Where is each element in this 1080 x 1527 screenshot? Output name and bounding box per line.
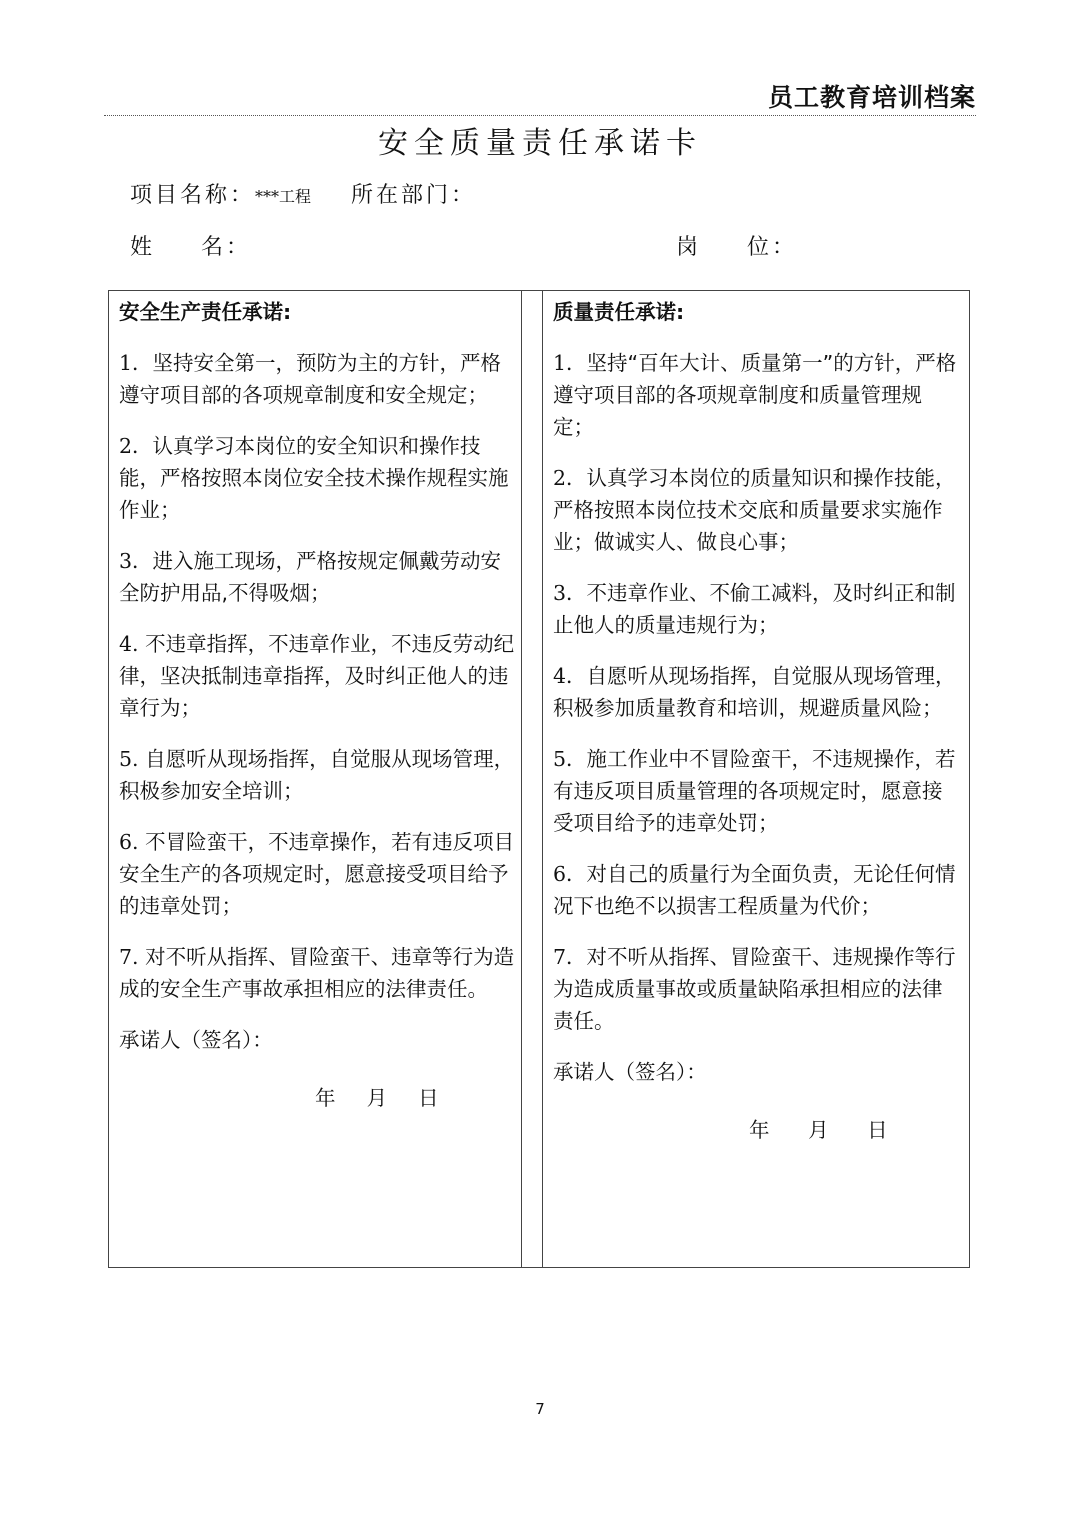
quality-item-5: 5．施工作业中不冒险蛮干，不违规操作，若有违反项目质量管理的各项规定时，愿意接受项目给予的违章处罚； xyxy=(553,747,956,835)
quality-signer-label: 承诺人（签名）： xyxy=(553,1060,707,1084)
quality-commitment-column xyxy=(553,296,961,1146)
table-divider-right xyxy=(542,290,543,1268)
position-field-label xyxy=(676,230,797,261)
project-value: ***工程 xyxy=(255,187,312,206)
safety-item-5: 5. 自愿听从现场指挥，自觉服从现场管理，积极参加安全培训； xyxy=(119,747,515,803)
quality-date-line: 年 月 日 xyxy=(749,1118,889,1142)
name-label-char-1: 姓 xyxy=(130,235,156,260)
document-title: 安全质量责任承诺卡 xyxy=(378,126,702,161)
position-label-char-2: 位： xyxy=(747,235,798,260)
quality-item-1: 1．坚持“百年大计、质量第一”的方针，严格遵守项目部的各项规章制度和质量管理规定； xyxy=(553,351,957,439)
name-field-label xyxy=(130,230,251,261)
safety-item-1: 1．坚持安全第一，预防为主的方针，严格遵守项目部的各项规章制度和安全规定； xyxy=(119,351,502,407)
project-info-line xyxy=(130,178,476,209)
department-label: 所在部门： xyxy=(351,183,477,208)
quality-item-3: 3．不违章作业、不偷工减料，及时纠正和制止他人的质量违规行为； xyxy=(553,581,956,637)
safety-item-6: 6. 不冒险蛮干，不违章操作，若有违反项目安全生产的各项规定时，愿意接受项目给予的违章处罚； xyxy=(119,830,515,918)
safety-item-2: 2．认真学习本岗位的安全知识和操作技能，严格按照本岗位安全技术操作规程实施作业； xyxy=(119,434,509,522)
quality-item-7: 7．对不听从指挥、冒险蛮干、违规操作等行为造成质量事故或质量缺陷承担相应的法律责任。 xyxy=(553,945,956,1033)
quality-item-6: 6．对自己的质量行为全面负责，无论任何情况下也绝不以损害工程质量为代价； xyxy=(553,862,956,918)
quality-item-2: 2．认真学习本岗位的质量知识和操作技能，严格按照本岗位技术交底和质量要求实施作业；做诚实人、做良心事； xyxy=(553,466,956,554)
archive-header-title: 员工教育培训档案 xyxy=(767,83,976,112)
header-divider xyxy=(104,115,976,116)
page-number: 7 xyxy=(535,1400,545,1418)
safety-date-line: 年 月 日 xyxy=(315,1086,440,1110)
safety-item-3: 3．进入施工现场，严格按规定佩戴劳动安全防护用品,不得吸烟； xyxy=(119,549,502,605)
safety-item-4: 4. 不违章指挥，不违章作业，不违反劳动纪律，坚决抵制违章指挥，及时纠正他人的违章行为； xyxy=(119,632,515,720)
safety-heading: 安全生产责任承诺: xyxy=(119,300,292,324)
safety-item-7: 7. 对不听从指挥、冒险蛮干、违章等行为造成的安全生产事故承担相应的法律责任。 xyxy=(119,945,515,1001)
safety-signer-label: 承诺人（签名）： xyxy=(119,1028,273,1052)
safety-commitment-column xyxy=(119,296,515,1114)
quality-item-4: 4．自愿听从现场指挥，自觉服从现场管理，积极参加质量教育和培训，规避质量风险； xyxy=(553,664,956,720)
quality-heading: 质量责任承诺: xyxy=(553,300,685,324)
position-label-char-1: 岗 xyxy=(676,235,702,260)
name-label-char-2: 名： xyxy=(201,235,252,260)
table-divider-left xyxy=(521,290,522,1268)
project-label: 项目名称： xyxy=(130,183,256,208)
